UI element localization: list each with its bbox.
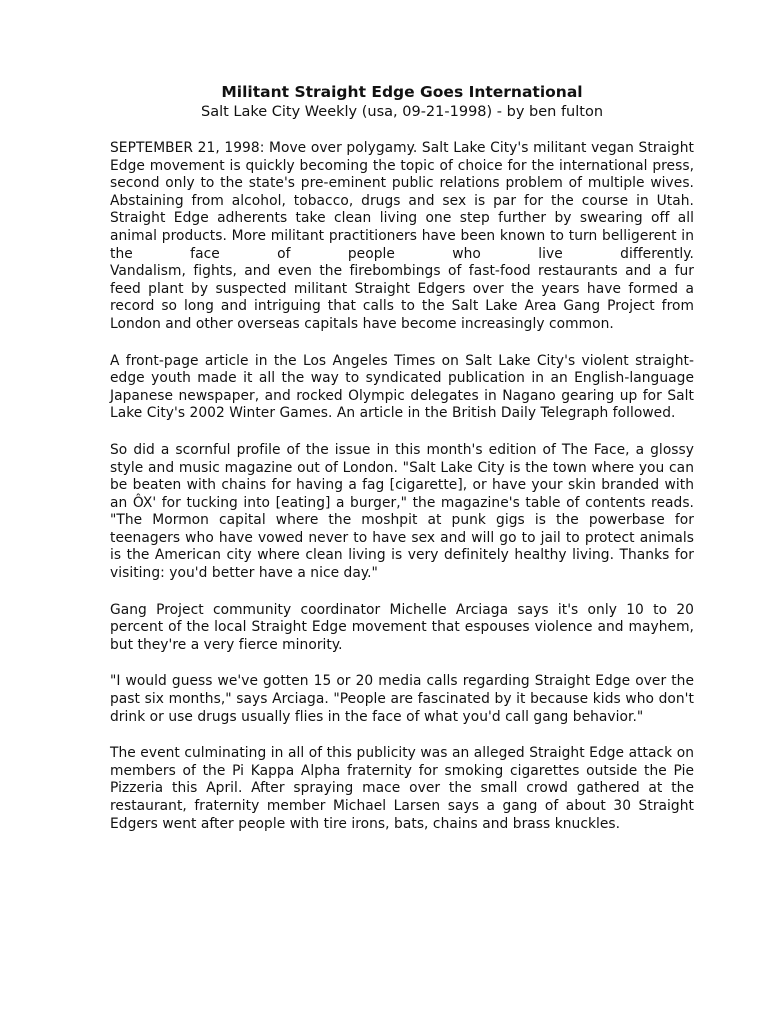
paragraph-text: Vandalism, fights, and even the firebombings of fast-food restaurants and a fur feed plant by suspected militant Straight Edgers over the years have formed a record so long and intriguing that calls to the Salt Lake Area Gang Project from London and other overseas capitals have become increasingly common. xyxy=(110,263,694,332)
article-paragraph: A front-page article in the Los Angeles Times on Salt Lake City's violent straight-edge youth made it all the way to syndicated publication in an English-language Japanese newspaper, and rocked Olympic delegates in Nagano gearing up for Salt Lake City's 2002 Winter Games. An article in the British Daily Telegraph followed. xyxy=(110,352,694,422)
article-subtitle: Salt Lake City Weekly (usa, 09-21-1998) - by ben fulton xyxy=(200,104,604,120)
article-paragraph: Gang Project community coordinator Michelle Arciaga says it's only 10 to 20 percent of the local Straight Edge movement that espouses violence and mayhem, but they're a very fierce minority. xyxy=(110,601,694,653)
article-title: Militant Straight Edge Goes International xyxy=(221,83,583,101)
paragraph-text: SEPTEMBER 21, 1998: Move over polygamy. Salt Lake City's militant vegan Straight Edge movement is quickly becoming the topic of choice for the international press, second only to the state's pre-eminent public relations problem of multiple wives. Abstaining from alcohol, tobacco, drugs and sex is par for the course in Utah. Straight Edge adherents take clean living one step further by swearing off all animal products. More militant practitioners have been known to turn belligerent in the face of people who live differently. xyxy=(110,140,694,262)
article-paragraph: The event culminating in all of this publicity was an alleged Straight Edge attack on members of the Pi Kappa Alpha fraternity for smoking cigarettes outside the Pie Pizzeria this April. After spraying mace over the small crowd gathered at the restaurant, fraternity member Michael Larsen says a gang of about 30 Straight Edgers went after people with tire irons, bats, chains and brass knuckles. xyxy=(110,745,694,832)
article-header xyxy=(110,82,694,122)
document-page xyxy=(110,82,694,852)
article-paragraph: So did a scornful profile of the issue in this month's edition of The Face, a glossy style and music magazine out of London. "Salt Lake City is the town where you can be beaten with chains for having a fag [cigarette], or have your skin branded with an ÔX' for tucking into [eating] a burger," the magazine's table of contents reads. "The Mormon capital where the moshpit at punk gigs is the powerbase for teenagers who have vowed never to have sex and will go to jail to protect animals is the American city where clean living is very definitely healthy living. Thanks for visiting: you'd better have a nice day." xyxy=(110,441,694,582)
article-paragraph: "I would guess we've gotten 15 or 20 media calls regarding Straight Edge over the past six months," says Arciaga. "People are fascinated by it because kids who don't drink or use drugs usually flies in the face of what you'd call gang behavior." xyxy=(110,673,694,725)
article-paragraph xyxy=(110,140,694,334)
